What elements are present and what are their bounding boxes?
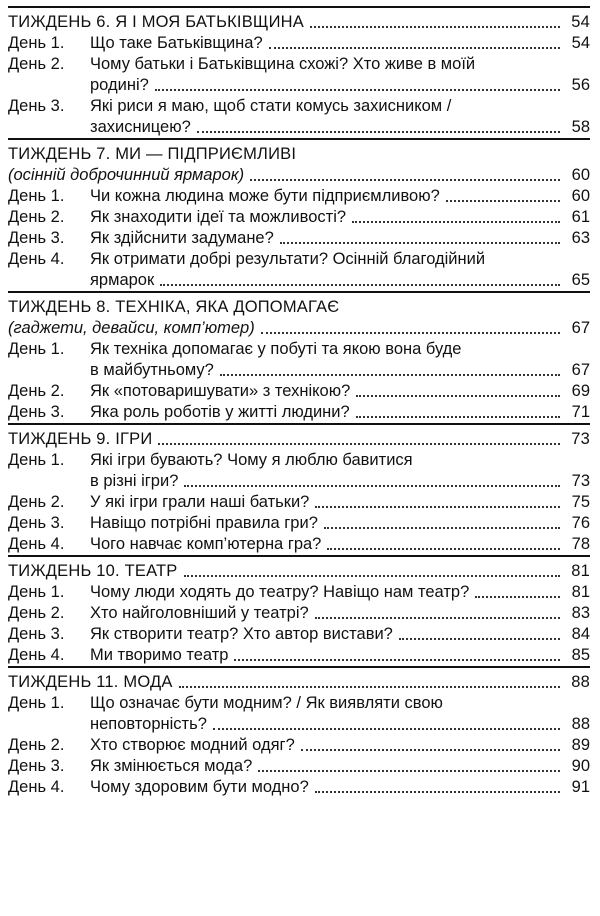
dot-leader [327,546,560,550]
week-title-row[interactable] [8,297,590,318]
day-entry[interactable] [8,513,590,534]
dot-leader [160,282,560,286]
dot-leader [310,24,560,28]
day-label: День 2. [8,382,65,400]
day-title-line [90,582,590,603]
dot-leader [356,393,560,397]
day-title-line [90,492,590,513]
day-label: День 3. [8,514,65,532]
day-title: Чому батьки і Батьківщина схожі? Хто живе в моїй [90,55,476,73]
week-page-number: 88 [571,673,590,691]
dot-leader [258,768,560,772]
dot-leader [261,330,560,334]
dot-leader [179,684,560,688]
week-title-row[interactable] [8,429,590,450]
week-section [8,555,590,666]
day-page-number: 78 [571,535,590,553]
day-body [90,645,590,666]
dot-leader [269,45,560,49]
day-body [90,228,590,249]
day-label: День 2. [8,604,65,622]
dot-leader [250,177,560,181]
day-title: Чому здоровим бути модно? [90,778,309,796]
dot-leader [399,636,560,640]
dot-leader [315,789,560,793]
week-title: ТИЖДЕНЬ 10. ТЕАТР [8,562,178,580]
day-body [90,534,590,555]
day-page-number: 75 [571,493,590,511]
week-subtitle: (гаджети, девайси, комп’ютер) [8,319,255,337]
week-subtitle: (осінній доброчинний ярмарок) [8,166,245,184]
week-title: ТИЖДЕНЬ 6. Я І МОЯ БАТЬКІВЩИНА [8,13,304,31]
day-title-line [90,249,590,270]
day-page-number: 63 [571,229,590,247]
week-page-number: 67 [571,319,590,337]
day-page-number: 58 [571,118,590,136]
day-page-number: 83 [571,604,590,622]
day-entry[interactable] [8,582,590,603]
day-entry[interactable] [8,381,590,402]
day-label: День 2. [8,493,65,511]
day-page-number: 71 [571,403,590,421]
day-body [90,186,590,207]
day-title: У які ігри грали наші батьки? [90,493,310,511]
day-label: День 1. [8,34,65,52]
day-title-line [90,228,590,249]
day-entry[interactable] [8,228,590,249]
day-entry[interactable] [8,339,590,381]
day-entry[interactable] [8,756,590,777]
week-section [8,423,590,555]
day-title-line [90,450,590,471]
day-title-line [90,534,590,555]
day-title-line [90,693,590,714]
day-title: захисницею? [90,118,191,136]
day-body [90,513,590,534]
day-title: родині? [90,76,149,94]
day-page-number: 54 [571,34,590,52]
week-page-number: 54 [571,13,590,31]
day-page-number: 81 [571,583,590,601]
day-title: Навіщо потрібні правила гри? [90,514,318,532]
day-title: Як знаходити ідеї та можливості? [90,208,347,226]
day-body [90,381,590,402]
day-page-number: 90 [571,757,590,775]
dot-leader [356,414,560,418]
day-label: День 1. [8,451,65,469]
day-label: День 3. [8,97,65,115]
day-title: неповторність? [90,715,207,733]
day-entry[interactable] [8,693,590,735]
day-entry[interactable] [8,645,590,666]
day-body [90,492,590,513]
week-title: ТИЖДЕНЬ 11. МОДА [8,673,173,691]
day-body [90,339,590,381]
day-title-line [90,117,590,138]
day-title-line [90,624,590,645]
dot-leader [446,198,560,202]
day-title: Як «потоваришувати» з технікою? [90,382,351,400]
week-title-row[interactable] [8,672,590,693]
day-page-number: 56 [571,76,590,94]
day-label: День 3. [8,757,65,775]
day-label: День 3. [8,403,65,421]
day-entry[interactable] [8,249,590,291]
day-page-number: 67 [571,361,590,379]
day-title-line [90,603,590,624]
dot-leader [315,615,560,619]
day-page-number: 73 [571,472,590,490]
week-title: ТИЖДЕНЬ 7. МИ — ПІДПРИЄМЛИВІ [8,145,297,163]
day-body [90,624,590,645]
day-entry[interactable] [8,534,590,555]
dot-leader [315,504,560,508]
day-entry[interactable] [8,186,590,207]
day-title-line [90,339,590,360]
day-entry[interactable] [8,450,590,492]
week-section [8,138,590,291]
dot-leader [234,657,560,661]
dot-leader [184,483,560,487]
week-title: ТИЖДЕНЬ 8. ТЕХНІКА, ЯКА ДОПОМАГАЄ [8,298,340,316]
day-title-line [90,756,590,777]
week-title-row[interactable] [8,561,590,582]
day-title: Як створити театр? Хто автор вистави? [90,625,393,643]
day-title: Як отримати добрі результати? Осінній благодійний [90,250,486,268]
day-page-number: 65 [571,271,590,289]
day-body [90,582,590,603]
day-page-number: 69 [571,382,590,400]
day-page-number: 76 [571,514,590,532]
day-label: День 2. [8,55,65,73]
dot-leader [280,240,560,244]
day-title: Яка роль роботів у житті людини? [90,403,350,421]
day-title: Що означає бути модним? / Як виявляти свою [90,694,443,712]
day-title-line [90,360,590,381]
dot-leader [220,372,560,376]
day-entry[interactable] [8,402,590,423]
day-page-number: 89 [571,736,590,754]
dot-leader [158,441,560,445]
day-page-number: 60 [571,187,590,205]
day-label: День 1. [8,187,65,205]
day-title-line [90,207,590,228]
day-entry[interactable] [8,603,590,624]
day-title-line [90,714,590,735]
day-title: в майбутньому? [90,361,214,379]
day-entry[interactable] [8,33,590,54]
day-body [90,756,590,777]
day-title: Ми творимо театр [90,646,229,664]
day-label: День 3. [8,229,65,247]
day-label: День 2. [8,208,65,226]
day-page-number: 84 [571,625,590,643]
day-title: Хто найголовніший у театрі? [90,604,309,622]
week-page-number: 81 [571,562,590,580]
day-label: День 2. [8,736,65,754]
day-label: День 4. [8,535,65,553]
day-label: День 1. [8,583,65,601]
week-section [8,291,590,423]
dot-leader [352,219,560,223]
day-entry[interactable] [8,54,590,96]
day-title-line [90,186,590,207]
dot-leader [213,726,560,730]
day-title-line [90,75,590,96]
day-title-line [90,777,590,798]
day-label: День 1. [8,694,65,712]
week-section [8,666,590,798]
day-page-number: 61 [571,208,590,226]
week-page-number: 73 [571,430,590,448]
day-body [90,402,590,423]
week-subtitle-row[interactable] [8,318,590,339]
day-body [90,54,590,96]
day-title-line [90,33,590,54]
day-title-line [90,96,590,117]
week-title: ТИЖДЕНЬ 9. ІГРИ [8,430,153,448]
day-entry[interactable] [8,624,590,645]
day-entry[interactable] [8,96,590,138]
dot-leader [475,594,560,598]
day-body [90,450,590,492]
day-body [90,777,590,798]
day-title-line [90,645,590,666]
day-label: День 4. [8,250,65,268]
day-label: День 4. [8,778,65,796]
dot-leader [324,525,560,529]
day-body [90,249,590,291]
day-label: День 4. [8,646,65,664]
day-title-line [90,402,590,423]
day-title-line [90,471,590,492]
day-body [90,207,590,228]
dot-leader [184,573,561,577]
day-title: Як техніка допомагає у побуті та якою вона буде [90,340,462,358]
dot-leader [301,747,560,751]
day-body [90,603,590,624]
dot-leader [155,87,560,91]
day-title: Які риси я маю, щоб стати комусь захисником / [90,97,452,115]
day-label: День 3. [8,625,65,643]
day-entry[interactable] [8,207,590,228]
day-title-line [90,735,590,756]
day-entry[interactable] [8,492,590,513]
day-label: День 1. [8,340,65,358]
day-entry[interactable] [8,777,590,798]
day-page-number: 85 [571,646,590,664]
day-body [90,33,590,54]
table-of-contents [0,6,600,916]
day-title-line [90,513,590,534]
day-title-line [90,54,590,75]
day-entry[interactable] [8,735,590,756]
week-page-number: 60 [571,166,590,184]
day-title: Як змінюється мода? [90,757,253,775]
day-title-line [90,381,590,402]
day-title: Чого навчає комп’ютерна гра? [90,535,322,553]
day-title: в різні ігри? [90,472,179,490]
day-title: Чому люди ходять до театру? Навіщо нам театр? [90,583,470,601]
day-page-number: 88 [571,715,590,733]
day-body [90,735,590,756]
day-title: ярмарок [90,271,155,289]
day-title: Що таке Батьківщина? [90,34,263,52]
day-body [90,96,590,138]
dot-leader [197,129,560,133]
week-title-row[interactable] [8,144,590,165]
day-page-number: 91 [571,778,590,796]
day-title: Як здійснити задумане? [90,229,274,247]
day-body [90,693,590,735]
week-subtitle-row[interactable] [8,165,590,186]
week-section [8,6,590,138]
day-title: Які ігри бувають? Чому я люблю бавитися [90,451,413,469]
day-title: Чи кожна людина може бути підприємливою? [90,187,440,205]
week-title-row[interactable] [8,12,590,33]
day-title-line [90,270,590,291]
day-title: Хто створює модний одяг? [90,736,295,754]
